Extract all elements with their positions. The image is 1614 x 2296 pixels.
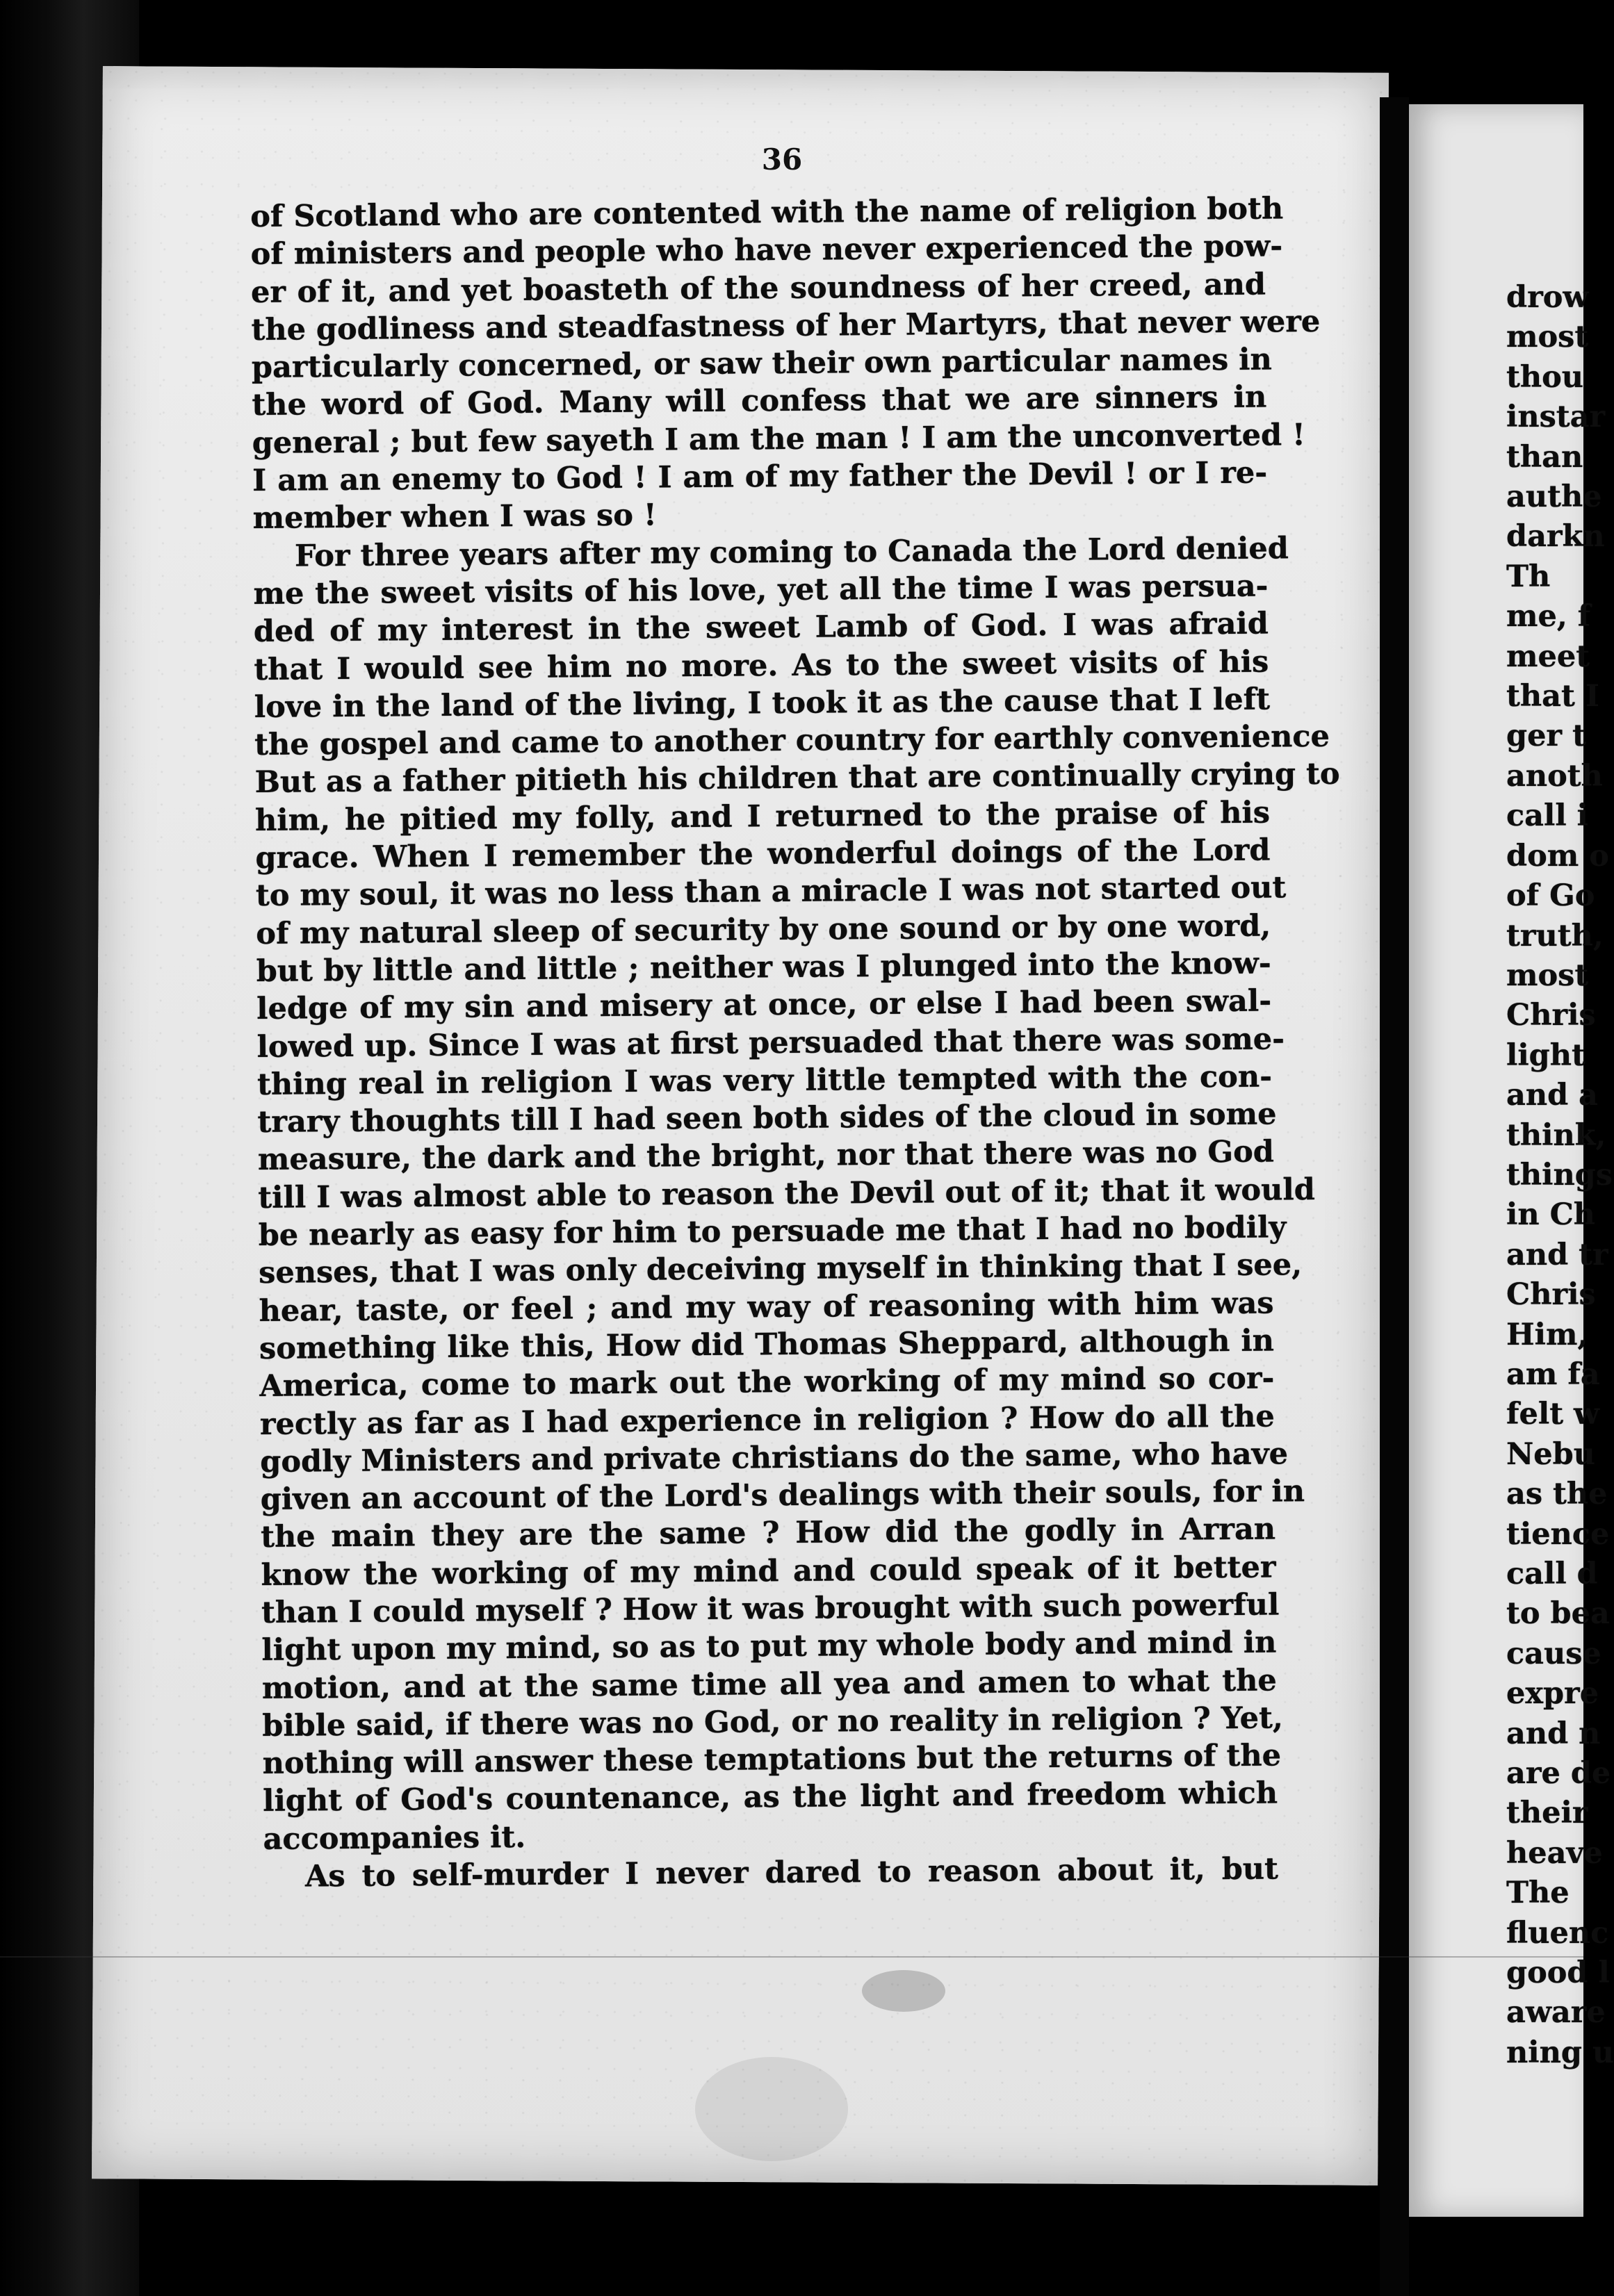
text-line: know the working of my mind and could speak of it better [261,1550,1276,1593]
adjacent-page-line: instar [1506,400,1606,435]
adjacent-page-line: than [1506,439,1583,475]
text-line: trary thoughts till I had seen both sides of the cloud in some [257,1097,1277,1140]
text-line: than I could myself ? How it was brought with such powerful [261,1587,1280,1630]
adjacent-page-line: light [1506,1038,1586,1073]
adjacent-page-line: authe [1506,479,1602,515]
adjacent-page-line: and n [1506,1716,1601,1751]
adjacent-page-line: anoth [1506,758,1603,794]
ink-stain [695,2057,848,2161]
text-line: light upon my mind, so as to put my whole body and mind in [261,1625,1277,1668]
adjacent-page-line: truth, [1506,918,1604,953]
book-gutter [1380,97,1409,2296]
adjacent-page-line: things [1506,1157,1613,1192]
text-line: nothing will answer these temptations but the returns of the [262,1738,1282,1782]
text-line: er of it, and yet boasteth of the soundness of her creed, and [250,267,1266,310]
text-line: ledge of my sin and misery at once, or else I had been swal- [256,983,1272,1027]
adjacent-page-line: drow [1506,280,1589,315]
adjacent-page-line: as the [1506,1477,1608,1512]
adjacent-page-line: of Go [1506,878,1595,914]
adjacent-page-line: darkn [1506,519,1605,555]
text-line: accompanies it. [263,1819,526,1857]
text-line: but by little and little ; neither was I plunged into the know- [256,946,1271,989]
text-line: him, he pitied my folly, and I returned to the praise of his [254,795,1271,838]
text-line: love in the land of the living, I took it as the cause that I left [254,682,1271,725]
adjacent-page-line: most [1506,958,1589,993]
text-line: As to self-murder I never dared to reason about it, but [304,1851,1279,1894]
adjacent-page-line: dom o [1506,838,1609,874]
text-line: of ministers and people who have never experienced the pow- [250,229,1283,272]
text-line: hear, taste, or feel ; and my way of reasoning with him was [259,1286,1274,1329]
adjacent-page-line: that I [1506,679,1599,714]
text-line: rectly as far as I had experience in religion ? How do all the [259,1398,1275,1442]
text-line: ded of my interest in the sweet Lamb of God. I was afraid [253,606,1269,650]
adjacent-page-line: call d [1506,1557,1598,1591]
text-line: thing real in religion I was very little tempted with the con- [256,1059,1273,1102]
text-line: of my natural sleep of security by one sound or by one word, [256,908,1271,951]
text-line: lowed up. Since I was at first persuaded that there was some- [256,1021,1285,1065]
text-line: senses, that I was only deceiving myself in thinking that I see, [258,1247,1303,1291]
adjacent-page-line: Nebu [1506,1436,1595,1472]
adjacent-page-line: am fa [1506,1356,1600,1392]
text-line: particularly concerned, or saw their own particular names in [251,342,1272,386]
text-line: measure, the dark and the bright, nor that there was no God [257,1134,1275,1178]
text-line: me the sweet visits of his love, yet all the time I was persua- [253,568,1269,612]
text-line: something like this, How did Thomas Sheppard, although in [259,1323,1275,1366]
text-line: the gospel and came to another country for earthly convenience [254,719,1330,763]
body-text [250,190,1340,1896]
adjacent-page-line: Him, [1506,1317,1588,1352]
adjacent-page-line: cause [1506,1636,1601,1671]
text-line: member when I was so ! [252,498,657,536]
adjacent-page-line: thou [1506,359,1584,395]
text-line: that I would see him no more. As to the sweet visits of his [254,644,1269,687]
text-line: the main they are the same ? How did the godly in Arran [260,1511,1276,1555]
adjacent-page-line: me, f [1506,599,1591,634]
text-line: America, come to mark out the working of my mind so cor- [259,1361,1275,1404]
text-line: the word of God. Many will confess that we are sinners in [252,380,1267,423]
text-line: till I was almost able to reason the Devil out of it; that it would [258,1172,1315,1215]
adjacent-page-line: meet [1506,639,1590,674]
adjacent-page-line: felt w [1506,1397,1600,1432]
adjacent-page-line: heave [1506,1835,1603,1871]
adjacent-page-line: call i [1506,798,1589,834]
text-line: general ; but few sayeth I am the man ! I am the unconverted ! [252,417,1306,461]
adjacent-page-line: most [1506,320,1589,355]
adjacent-page-text [1506,278,1614,2073]
adjacent-page-line: and tr [1506,1237,1608,1272]
ink-stain [862,1970,945,2012]
adjacent-page-line: are de [1506,1756,1611,1791]
text-line: motion, and at the same time all yea and amen to what the [261,1663,1277,1706]
adjacent-page-line: and a [1506,1078,1599,1113]
text-line: be nearly as easy for him to persuade me that I had no bodily [258,1210,1287,1253]
adjacent-page-line: fluenc [1506,1915,1609,1951]
adjacent-page-line: Chris [1506,998,1596,1033]
adjacent-page-line: expre [1506,1676,1599,1712]
adjacent-page-line: aware [1506,1995,1606,2031]
adjacent-page-line: Chris [1506,1277,1596,1313]
text-line: I am an enemy to God ! I am of my father the Devil ! or I re- [252,455,1268,499]
text-line: bible said, if there was no God, or no reality in religion ? Yet, [262,1700,1284,1744]
adjacent-page-line: tience [1506,1516,1610,1552]
adjacent-page-line: their [1506,1796,1588,1831]
adjacent-page-line: Th [1506,559,1551,594]
text-line: But as a father pitieth his children that are continually crying to [254,757,1340,801]
adjacent-page-line: good l [1506,1955,1610,1991]
text-line: given an account of the Lord's dealings with their souls, for in [260,1474,1305,1518]
text-line: light of God's countenance, as the light and freedom which [262,1776,1278,1819]
text-line: grace. When I remember the wonderful doings of the Lord [255,833,1271,876]
text-line: godly Ministers and private christians do the same, who have [260,1436,1289,1479]
text-line: For three years after my coming to Canada the Lord denied [294,530,1289,574]
adjacent-page-line: think, [1506,1117,1606,1153]
text-line: of Scotland who are contented with the name of religion both [250,191,1284,234]
text-line: the godliness and steadfastness of her Martyrs, that never were [251,304,1321,347]
adjacent-page-line: ning u [1506,2035,1614,2070]
adjacent-page-line: in Ch [1506,1197,1596,1233]
page-number: 36 [761,142,803,177]
adjacent-page-line: The [1506,1876,1570,1911]
adjacent-page-line: to bea [1506,1596,1610,1632]
text-line: to my soul, it was no less than a miracle I was not started out [255,870,1287,914]
adjacent-page-line: ger t [1506,719,1586,754]
scan-artifact-line [0,1956,1583,1958]
